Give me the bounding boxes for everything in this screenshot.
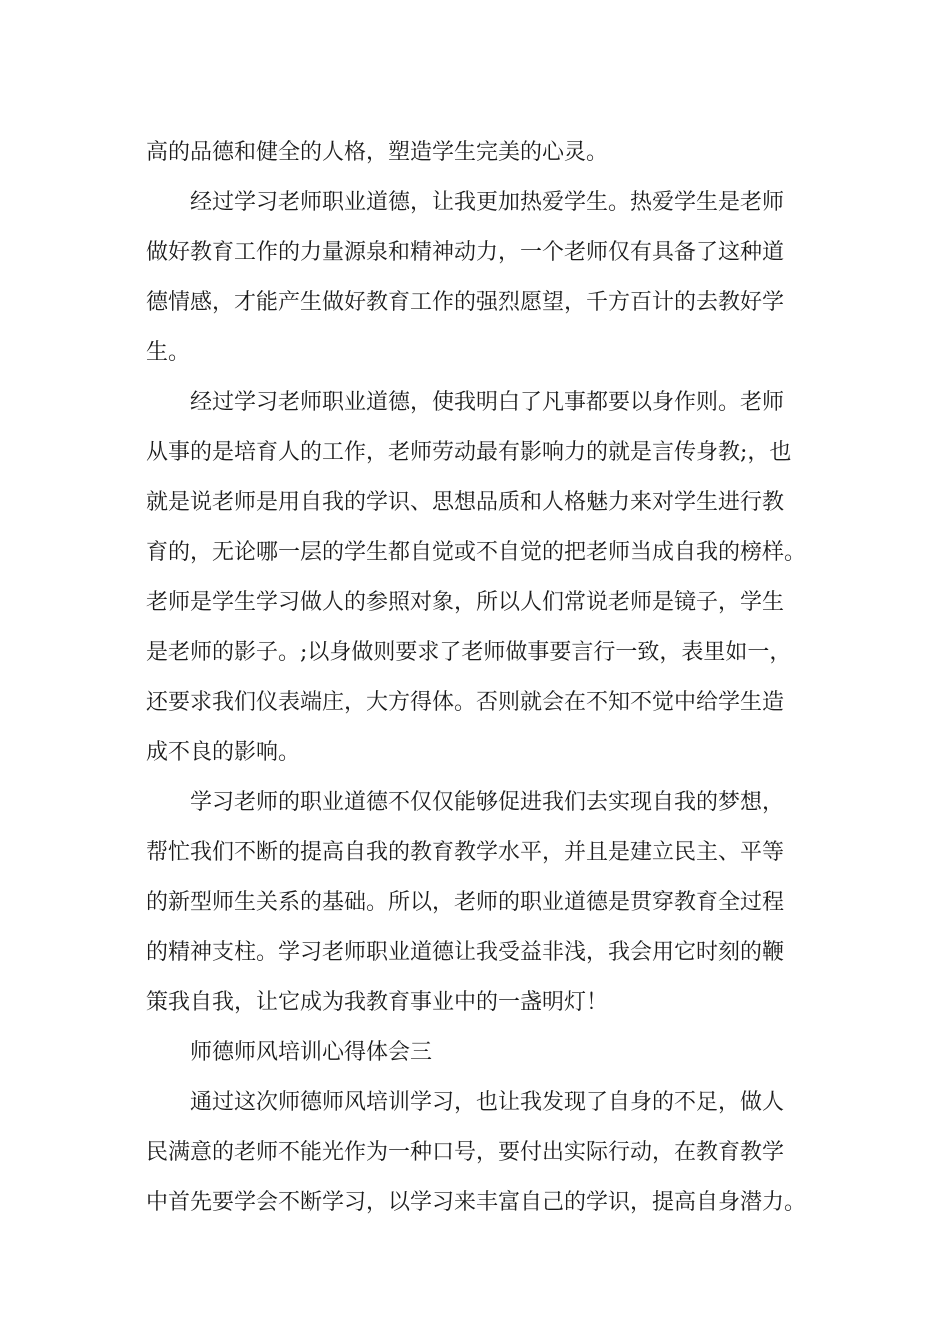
text-line: 老师是学生学习做人的参照对象，所以人们常说老师是镜子，学生 (146, 590, 785, 615)
text-line: 策我自我，让它成为我教育事业中的一盏明灯！ (146, 990, 609, 1015)
text-line: 经过学习老师职业道德，让我更加热爱学生。热爱学生是老师 (190, 190, 785, 215)
document-body (146, 128, 826, 1228)
text-line: 中首先要学会不断学习，以学习来丰富自己的学识，提高自身潜力。 (146, 1190, 807, 1215)
text-line: 德情感，才能产生做好教育工作的强烈愿望，千方百计的去教好学 (146, 290, 785, 315)
text-line: 通过这次师德师风培训学习，也让我发现了自身的不足，做人 (190, 1090, 785, 1115)
text-line: 是老师的影子。;以身做则要求了老师做事要言行一致，表里如一， (146, 640, 792, 665)
text-line: 学习老师的职业道德不仅仅能够促进我们去实现自我的梦想， (190, 790, 785, 815)
text-line: 帮忙我们不断的提高自我的教育教学水平，并且是建立民主、平等 (146, 840, 785, 865)
text-line: 从事的是培育人的工作，老师劳动最有影响力的就是言传身教;，也 (146, 440, 792, 465)
text-line: 成不良的影响。 (146, 740, 301, 765)
section-heading: 师德师风培训心得体会三 (190, 1040, 433, 1065)
text-line: 的新型师生关系的基础。所以，老师的职业道德是贯穿教育全过程 (146, 890, 785, 915)
text-line: 还要求我们仪表端庄，大方得体。否则就会在不知不觉中给学生造 (146, 690, 785, 715)
text-line: 高的品德和健全的人格，塑造学生完美的心灵。 (146, 140, 609, 165)
text-line: 育的，无论哪一层的学生都自觉或不自觉的把老师当成自我的榜样。 (146, 540, 807, 565)
text-line: 经过学习老师职业道德，使我明白了凡事都要以身作则。老师 (190, 390, 785, 415)
text-line: 做好教育工作的力量源泉和精神动力，一个老师仅有具备了这种道 (146, 240, 785, 265)
text-line: 的精神支柱。学习老师职业道德让我受益非浅，我会用它时刻的鞭 (146, 940, 785, 965)
text-line: 就是说老师是用自我的学识、思想品质和人格魅力来对学生进行教 (146, 490, 785, 515)
text-line: 生。 (146, 340, 191, 365)
text-line: 民满意的老师不能光作为一种口号，要付出实际行动，在教育教学 (146, 1140, 785, 1165)
